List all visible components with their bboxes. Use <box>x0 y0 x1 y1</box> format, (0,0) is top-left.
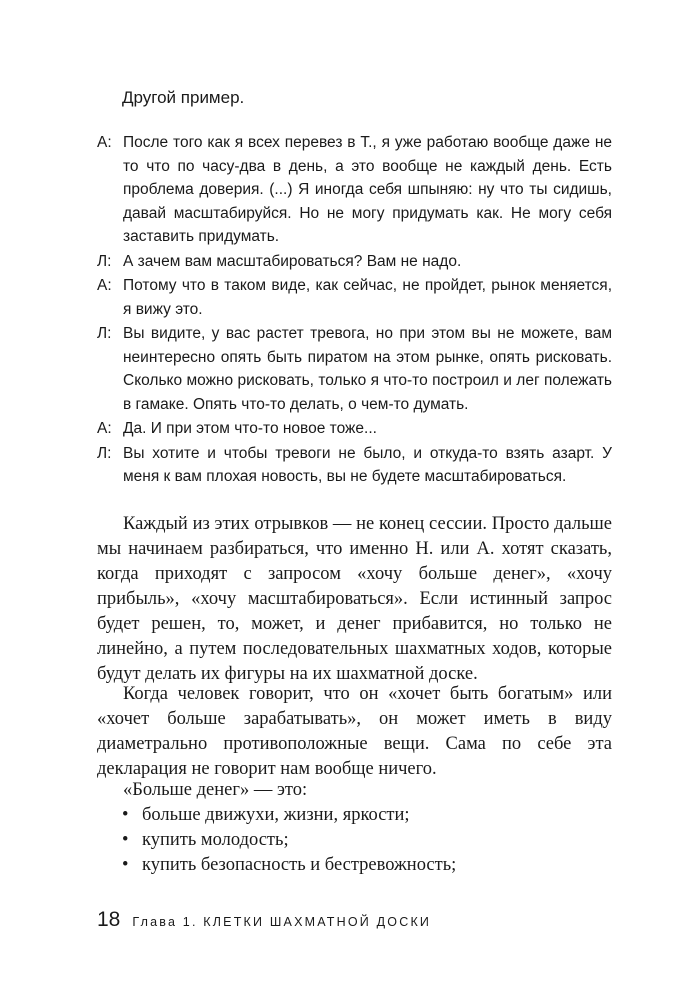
list-intro: «Больше денег» — это: <box>123 780 308 800</box>
speaker-label: А: <box>97 277 112 294</box>
page-footer <box>97 908 431 932</box>
dialogue-turn <box>97 131 612 249</box>
intro-line: Другой пример. <box>122 88 245 107</box>
speaker-label: Л: <box>97 325 112 342</box>
bullet-icon: • <box>122 855 129 875</box>
speaker-label: А: <box>97 420 112 437</box>
page-number: 18 <box>97 908 121 931</box>
utterance-text: А зачем вам масштабироваться? Вам не надо. <box>123 252 462 270</box>
utterance-text: Вы хотите и чтобы тревоги не было, и откуда-то взять азарт. У меня к вам плохая новость, вы не будете масштабироваться. <box>123 444 612 485</box>
utterance-text: После того как я всех перевез в Т., я уже работаю вообще даже не то что по часу-два в день, а это вообще не каждый день. Есть проблема доверия. (...) Я иногда себя шпыняю: ну что ты сидишь, давай масштабируйся. Но не могу придумать как. Не могу себя заставить придумать. <box>123 134 612 245</box>
dialogue-turn <box>97 442 612 489</box>
dialogue-turn <box>97 250 612 274</box>
list-item-text: купить безопасность и бестревожность; <box>142 855 457 875</box>
speaker-label: Л: <box>97 444 112 462</box>
dialogue-turn <box>97 274 612 321</box>
dialogue-turn <box>97 417 612 441</box>
running-head: Глава 1. КЛЕТКИ ШАХМАТНОЙ ДОСКИ <box>132 915 432 929</box>
list-item-text: купить молодость; <box>142 830 289 850</box>
body-paragraph: Когда человек говорит, что он «хочет быть богатым» или «хочет больше зарабатывать», он может иметь в виду диаметрально противоположные вещи. Сама по себе эта декларация не говорит нам вообще ничего. <box>97 684 612 779</box>
list-item <box>122 853 456 878</box>
list-item <box>122 803 456 828</box>
list-item <box>122 828 456 853</box>
utterance-text: Потому что в таком виде, как сейчас, не пройдет, рынок меняется, я вижу это. <box>123 277 612 318</box>
dialogue-block <box>97 131 612 490</box>
dialogue-turn <box>97 322 612 416</box>
bullet-icon: • <box>122 805 129 825</box>
speaker-label: Л: <box>97 252 112 270</box>
utterance-text: Вы видите, у вас растет тревога, но при этом вы не можете, вам неинтересно опять быть пиратом на этом рынке, опять рисковать. Сколько можно рисковать, только я что-то построил и лег полежать в гамаке. Опять что-то делать, о чем-то думать. <box>123 325 612 413</box>
list-item-text: больше движухи, жизни, яркости; <box>142 805 410 825</box>
bullet-icon: • <box>122 830 129 850</box>
bullet-list <box>122 803 456 878</box>
utterance-text: Да. И при этом что-то новое тоже... <box>123 420 377 437</box>
body-paragraph: Каждый из этих отрывков — не конец сессии. Просто дальше мы начинаем разбираться, что именно Н. или А. хотят сказать, когда приходят с запросом «хочу больше денег», «хочу прибыль», «хочу масштабироваться». Если истинный запрос будет решен, то, может, и денег прибавится, но только не линейно, а путем последовательных шахматных ходов, которые будут делать их фигуры на их шахматной доске. <box>97 514 612 684</box>
speaker-label: А: <box>97 134 112 151</box>
